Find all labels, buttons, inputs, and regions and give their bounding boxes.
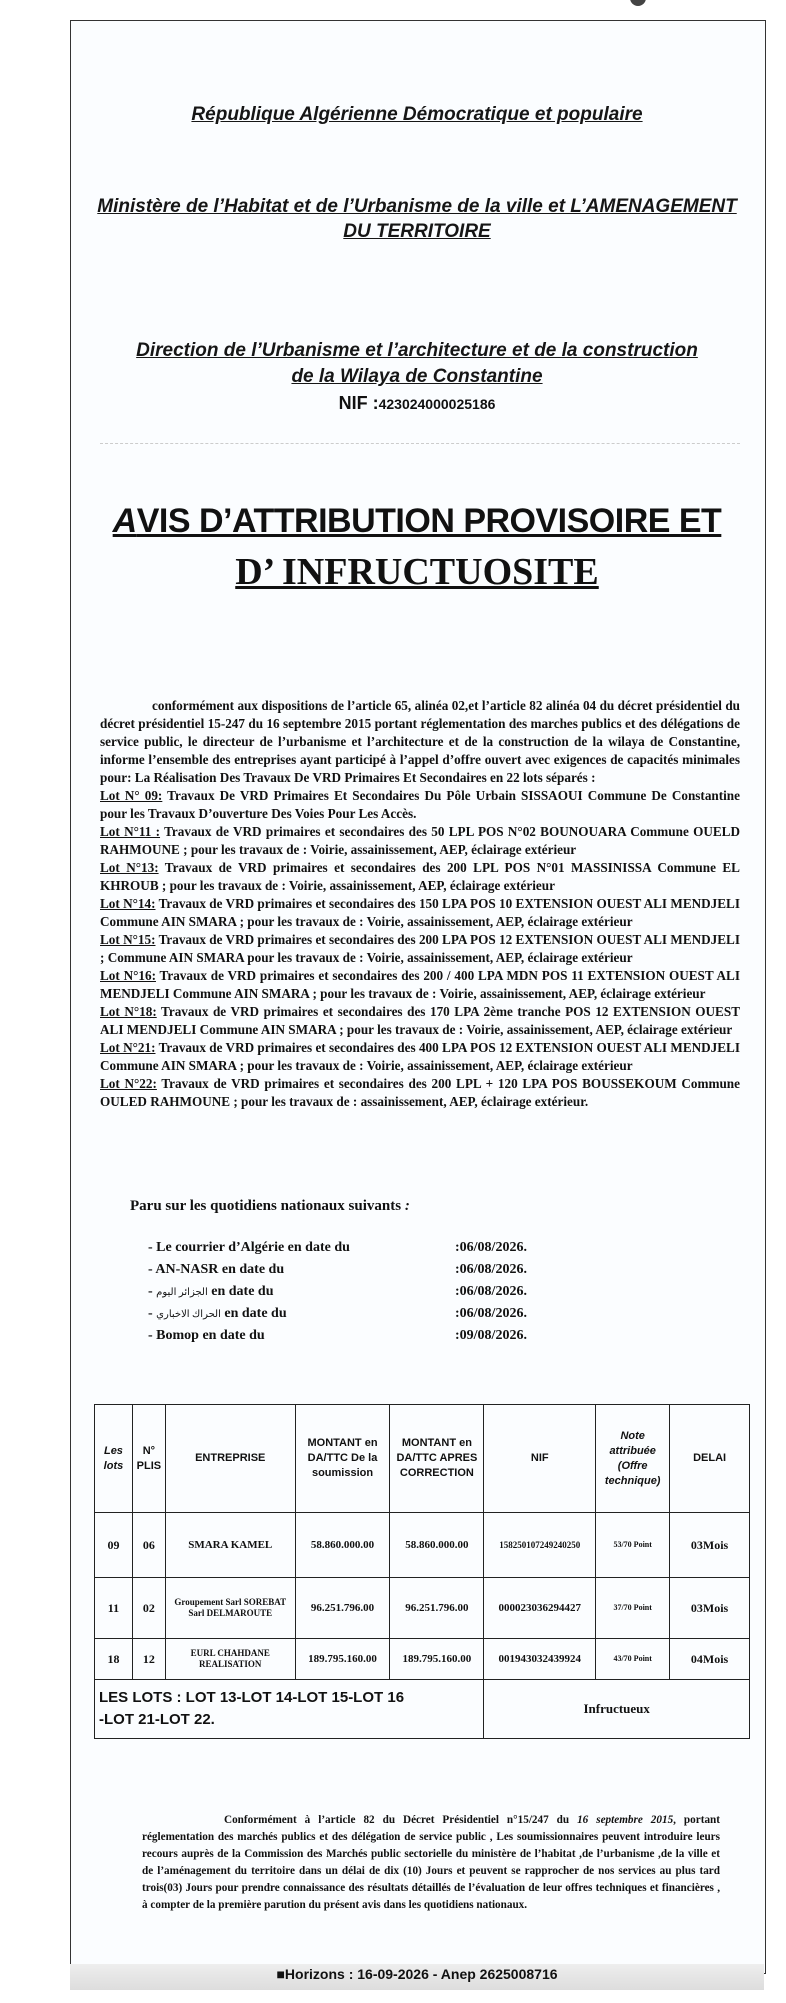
nif-label: NIF : (338, 393, 379, 413)
col-header-delai: DELAI (670, 1405, 750, 1513)
direction-header-line1: Direction de l’Urbanisme et l’architecture et de la construction (136, 340, 698, 361)
cell-delai: 04Mois (670, 1639, 750, 1680)
cell-montant-correction: 189.795.160.00 (390, 1639, 484, 1680)
publication-list (148, 1240, 568, 1350)
newspapers-heading-colon: : (404, 1198, 410, 1214)
cell-infructueux-lots (95, 1680, 484, 1739)
cell-montant-correction: 96.251.796.00 (390, 1578, 484, 1639)
publication-name: - Bomop en date du (148, 1328, 265, 1343)
lot-item (100, 787, 740, 823)
separator (100, 443, 740, 444)
scan-mark (630, 0, 646, 6)
col-header-note: Note attribuée (Offre technique) (596, 1405, 670, 1513)
lot-item (100, 859, 740, 895)
republic-header: République Algérienne Démocratique et populaire (191, 104, 643, 125)
col-header-plis: N° PLIS (132, 1405, 165, 1513)
lot-description: Travaux De VRD Primaires Et Secondaires Du Pôle Urbain SISSAOUI Commune De Constantine pour les Travaux D’ouverture Des Voies Pour Les Accès. (100, 788, 740, 821)
title-line1 (70, 502, 764, 541)
cell-montant-soumission: 96.251.796.00 (295, 1578, 390, 1639)
appeal-decree-date: 16 septembre 2015 (577, 1814, 674, 1826)
nif-value: 423024000025186 (378, 396, 496, 412)
cell-montant-soumission: 189.795.160.00 (295, 1639, 390, 1680)
infructueux-lots-line1: LES LOTS : LOT 13-LOT 14-LOT 15-LOT 16 (99, 1689, 405, 1706)
col-header-montant-correction: MONTANT en DA/TTC APRES CORRECTION (390, 1405, 484, 1513)
cell-nif: 001943032439924 (484, 1639, 596, 1680)
lot-item (100, 967, 740, 1003)
cell-note: 43/70 Point (596, 1639, 670, 1680)
lot-label: Lot N°16: (100, 968, 156, 983)
cell-montant-correction: 58.860.000.00 (390, 1513, 484, 1578)
newspapers-heading-text: Paru sur les quotidiens nationaux suivants (130, 1198, 405, 1214)
cell-infructueux-label: Infructueux (484, 1680, 750, 1739)
publication-arabic-name: الحراك الاخباري (156, 1309, 221, 1320)
publication-date: :06/08/2026. (455, 1262, 527, 1277)
cell-entreprise: EURL CHAHDANE REALISATION (165, 1639, 295, 1680)
lot-description: Travaux de VRD primaires et secondaires des 150 LPA POS 10 EXTENSION OUEST ALI MENDJELI Commune AIN SMARA ; pour les travaux de : Voirie, assainissement, AEP, éclairage extérieur (100, 896, 740, 929)
publication-row (148, 1306, 568, 1328)
cell-note: 37/70 Point (596, 1578, 670, 1639)
publication-date: :06/08/2026. (455, 1240, 527, 1255)
publication-suffix: en date du (207, 1284, 274, 1299)
lot-label: Lot N°13: (100, 860, 159, 875)
lot-item (100, 1003, 740, 1039)
lot-item (100, 823, 740, 859)
lot-description: Travaux de VRD primaires et secondaires des 200 LPA POS 12 EXTENSION OUEST ALI MENDJELI ; Commune AIN SMARA pour les travaux de : Voirie, assainissement, AEP, éclairage extérieur (100, 932, 740, 965)
appeal-text-part2: , portant réglementation des marchés publics et des délégation de service public , Les soumissionnaires peuvent introduire leurs recours auprès de la Commission des Marchés public sectorielle du ministère de l’habitat ,de l’urbanisme ,de la ville et de l’aménagement du territoire dans un délai de dix (10) Jours et peuvent se rapprocher de nos services au plus tard trois(03) Jours pour prendre connaissance des résultats détaillés de l’évaluation de leur offres techniques et financières , à compter de la première parution du présent avis dans les quotidiens nationaux. (142, 1814, 720, 1911)
publication-name: - Le courrier d’Algérie en date du (148, 1240, 350, 1255)
lot-item (100, 931, 740, 967)
lot-description: Travaux de VRD primaires et secondaires des 200 / 400 LPA MDN POS 11 EXTENSION OUEST ALI MENDJELI Commune AIN SMARA ; pour les travaux de : Voirie, assainissement, AEP, éclairage extérieur (100, 968, 740, 1001)
publication-dash: - (148, 1306, 157, 1321)
lot-description: Travaux de VRD primaires et secondaires des 50 LPL POS N°02 BOUNOUARA Commune OUELD RAHMOUNE ; pour les travaux de : Voirie, assainissement, AEP, éclairage extérieur (100, 824, 740, 857)
publication-reference: ■Horizons : 16-09-2026 - Anep 2625008716 (276, 1966, 558, 1982)
table-row-infructueux (95, 1680, 750, 1739)
publication-name (148, 1284, 273, 1300)
cell-nif: 000023036294427 (484, 1578, 596, 1639)
title-line1-rest: VIS D’ATTRIBUTION PROVISOIRE ET (136, 502, 722, 540)
cell-delai: 03Mois (670, 1513, 750, 1578)
cell-delai: 03Mois (670, 1578, 750, 1639)
cell-plis: 06 (132, 1513, 165, 1578)
publication-row (148, 1262, 568, 1284)
ministry-header-line2: DU TERRITOIRE (343, 221, 491, 242)
table-row (95, 1639, 750, 1680)
lot-description: Travaux de VRD primaires et secondaires des 170 LPA 2ème tranche POS 12 EXTENSION OUEST ALI MENDJELI Commune AIN SMARA ; pour les travaux de : Voirie, assainissement, AEP, éclairage extérieur (100, 1004, 740, 1037)
appeal-paragraph (142, 1812, 720, 1914)
direction-header-line2: de la Wilaya de Constantine (291, 366, 543, 387)
cell-plis: 02 (132, 1578, 165, 1639)
appeal-notice (142, 1812, 720, 1914)
lot-item (100, 1039, 740, 1075)
publication-suffix: en date du (220, 1306, 287, 1321)
col-header-entreprise: ENTREPRISE (165, 1405, 295, 1513)
cell-lot: 09 (95, 1513, 133, 1578)
cell-montant-soumission: 58.860.000.00 (295, 1513, 390, 1578)
col-header-montant-soumission: MONTANT en DA/TTC De la soumission (295, 1405, 390, 1513)
publication-date: :06/08/2026. (455, 1284, 527, 1299)
table-row (95, 1578, 750, 1639)
infructueux-lots-line2: -LOT 21-LOT 22. (99, 1711, 215, 1728)
nif-line (70, 393, 764, 414)
appeal-text-part1: Conformément à l’article 82 du Décret Présidentiel n°15/247 du (224, 1814, 578, 1826)
newspapers-heading (130, 1198, 410, 1215)
publication-row (148, 1284, 568, 1306)
cell-lot: 18 (95, 1639, 133, 1680)
lot-label: Lot N°11 : (100, 824, 161, 839)
publication-name: - AN-NASR en date du (148, 1262, 285, 1277)
lot-label: Lot N°21: (100, 1040, 156, 1055)
intro-paragraph: conformément aux dispositions de l’article 65, alinéa 02,et l’article 82 alinéa 04 du décret présidentiel du décret présidentiel 15-247 du 16 septembre 2015 portant réglementation des marches publics et des délégations de service public, le directeur de l’urbanisme et l’architecture et de la construction de la wilaya de Constantine, informe l’ensemble des entreprises ayant participé à l’appel d’offre ouvert avec exigences de capacités minimales pour: La Réalisation Des Travaux De VRD Primaires Et Secondaires en 22 lots séparés : (100, 698, 740, 785)
lot-item (100, 1075, 740, 1111)
cell-plis: 12 (132, 1639, 165, 1680)
lot-description: Travaux de VRD primaires et secondaires des 200 LPL + 120 LPA POS BOUSSEKOUM Commune OULED RAHMOUNE ; pour les travaux de : assainissement, AEP, éclairage extérieur. (100, 1076, 740, 1109)
cell-lot: 11 (95, 1578, 133, 1639)
results-table (94, 1404, 750, 1739)
publication-arabic-name: الجزائر اليوم (156, 1287, 208, 1298)
lot-label: Lot N°15: (100, 932, 156, 947)
cell-entreprise: Groupement Sarl SOREBAT Sarl DELMAROUTE (165, 1578, 295, 1639)
title-line2: D’ INFRUCTUOSITE (235, 551, 599, 593)
lot-label: Lot N°14: (100, 896, 156, 911)
col-header-nif: NIF (484, 1405, 596, 1513)
notice-body (100, 697, 740, 1111)
cell-note: 53/70 Point (596, 1513, 670, 1578)
publication-row (148, 1240, 568, 1262)
cell-entreprise: SMARA KAMEL (165, 1513, 295, 1578)
lot-label: Lot N° 09: (100, 788, 163, 803)
lot-item (100, 895, 740, 931)
table-row (95, 1513, 750, 1578)
table-header-row (95, 1405, 750, 1513)
publication-date: :06/08/2026. (455, 1306, 527, 1321)
col-header-lots: Les lots (95, 1405, 133, 1513)
lot-description: Travaux de VRD primaires et secondaires des 400 LPA POS 12 EXTENSION OUEST ALI MENDJELI Commune AIN SMARA ; pour les travaux de : Voirie, assainissement, AEP, éclairage extérieur (100, 1040, 740, 1073)
publication-name (148, 1306, 287, 1322)
lot-label: Lot N°18: (100, 1004, 157, 1019)
lot-description: Travaux de VRD primaires et secondaires des 200 LPL POS N°01 MASSINISSA Commune EL KHROUB ; pour les travaux de : Voirie, assainissement, AEP, éclairage extérieur (100, 860, 740, 893)
publication-row (148, 1328, 568, 1350)
cell-nif: 158250107249240250 (484, 1513, 596, 1578)
lot-label: Lot N°22: (100, 1076, 157, 1091)
title-first-letter: A (112, 502, 137, 540)
publication-dash: - (148, 1284, 157, 1299)
publication-date: :09/08/2026. (455, 1328, 527, 1343)
ministry-header-line1: Ministère de l’Habitat et de l’Urbanisme de la ville et L’AMENAGEMENT (97, 196, 737, 217)
